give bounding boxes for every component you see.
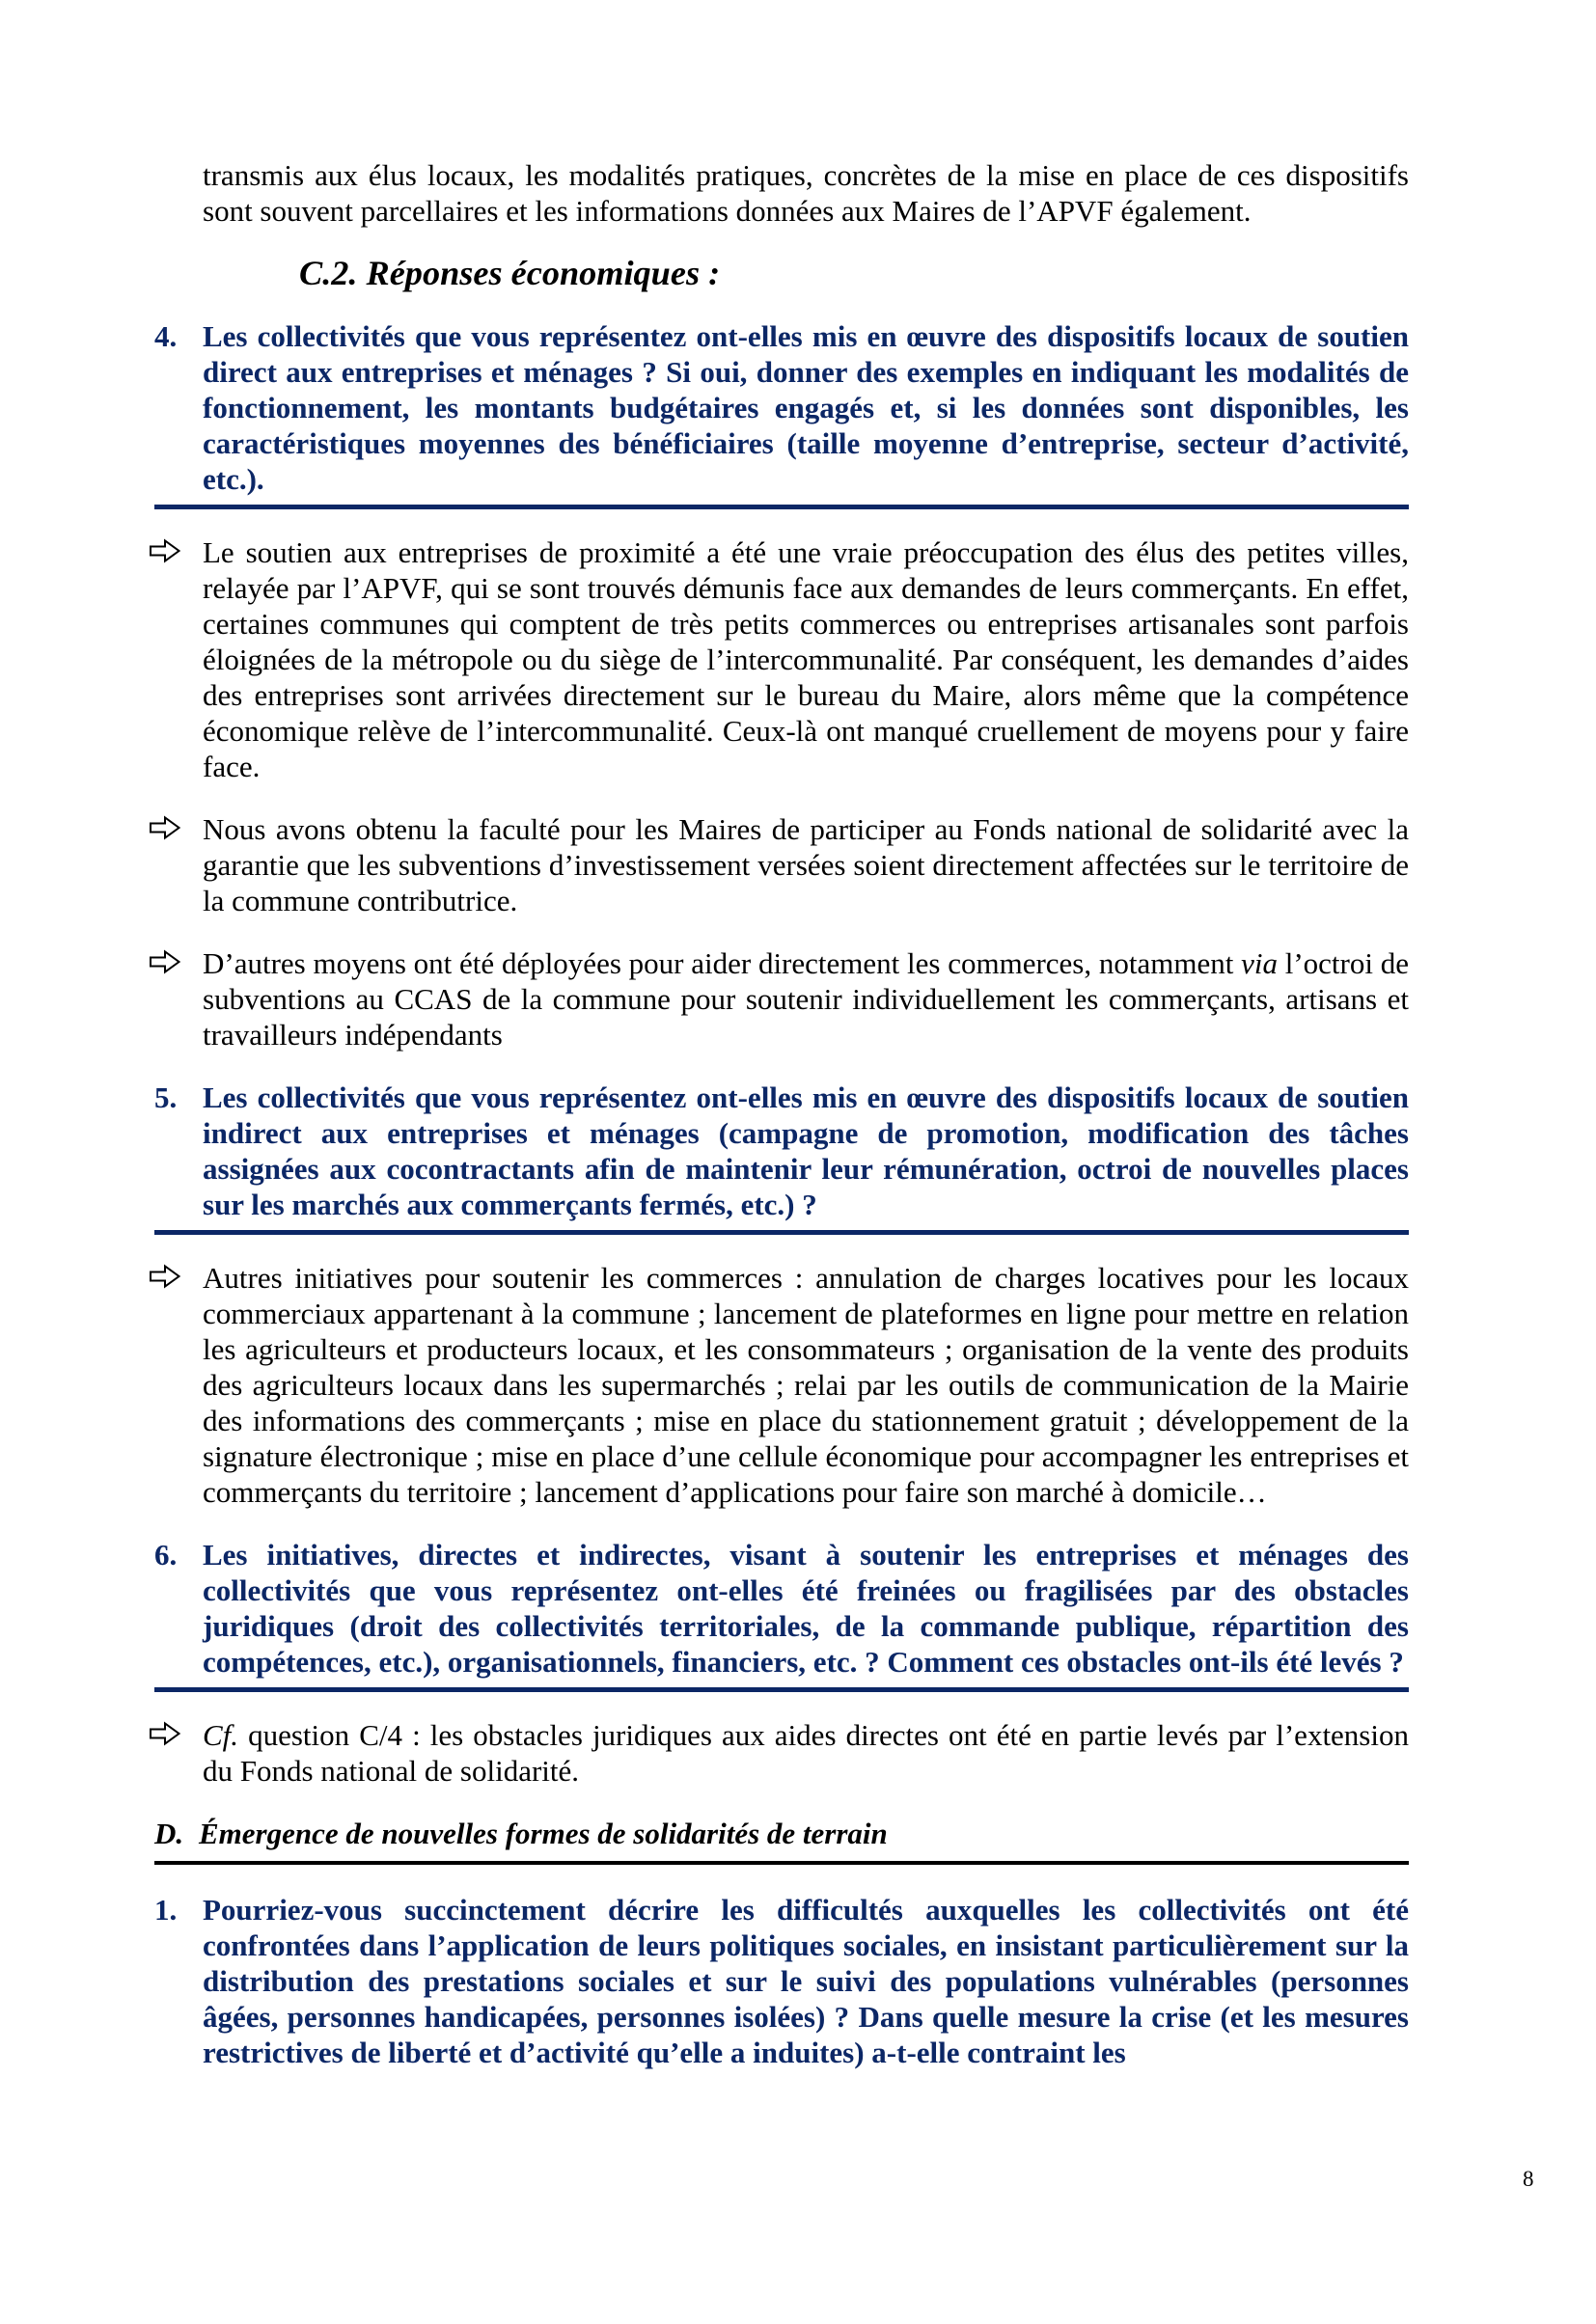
bullet-text-part-italic: Cf. xyxy=(203,1718,239,1752)
question-item-4 xyxy=(154,318,1409,497)
bullet-item xyxy=(154,945,1409,1053)
question-number: 5. xyxy=(154,1080,178,1114)
bullet-text-part-italic: via xyxy=(1241,946,1278,980)
section-d-heading xyxy=(154,1816,1409,1865)
bullet-text xyxy=(203,534,1409,784)
question-number: 6. xyxy=(154,1538,178,1572)
question-item-6 xyxy=(154,1537,1409,1680)
bullet-item xyxy=(154,534,1409,784)
bullet-text-part: Nous avons obtenu la faculté pour les Maires de participer au Fonds national de solidarité avec la garantie que les subventions d’investissement versées soient directement affectées sur le territoire de la commune contributrice. xyxy=(203,812,1409,917)
bullet-text xyxy=(203,1717,1409,1789)
question-number: 1. xyxy=(154,1893,178,1927)
bullet-text xyxy=(203,811,1409,918)
bullet-item xyxy=(154,1717,1409,1789)
right-arrow-bullet-icon xyxy=(154,534,203,563)
intro-paragraph: transmis aux élus locaux, les modalités pratiques, concrètes de la mise en place de ces dispositifs sont souvent parcellaires et les informations données aux Maires de l’APVF également. xyxy=(203,158,1409,228)
right-arrow-bullet-icon xyxy=(154,1717,203,1746)
page-content xyxy=(154,0,1409,2070)
question-underline-rule xyxy=(154,1230,1409,1235)
question-item-1 xyxy=(154,1892,1409,2070)
bullet-text-part: Autres initiatives pour soutenir les commerces : annulation de charges locatives pour les locaux commerciaux appartenant à la commune ; lancement de plateformes en ligne pour mettre en relation les agriculteurs et producteurs locaux, et les consommateurs ; organisation de la vente des produits des agriculteurs locaux dans les supermarchés ; relai par les outils de communication de la Mairie des informations des commerçants ; mise en place du stationnement gratuit ; développement de la signature électronique ; mise en place d’une cellule économique pour accompagner les entreprises et commerçants du territoire ; lancement d’applications pour faire son marché à domicile… xyxy=(203,1261,1409,1509)
right-arrow-bullet-icon xyxy=(154,1260,203,1289)
section-d-number: D. xyxy=(154,1817,184,1850)
right-arrow-bullet-icon xyxy=(154,811,203,840)
bullet-text-part: D’autres moyens ont été déployées pour aider directement les commerces, notamment xyxy=(203,946,1242,980)
section-c2-heading: C.2. Réponses économiques : xyxy=(299,254,721,292)
question-text: Les initiatives, directes et indirectes, visant à soutenir les entreprises et ménages des collectivités que vous représentez ont-elles été freinées ou fragilisées par des obstacles juridiques (droit des collectivités territoriales, de la commande publique, répartition des compétences, etc.), organisationnels, financiers, etc. ? Comment ces obstacles ont-ils été levés ? xyxy=(203,1538,1409,1679)
question-item-5 xyxy=(154,1080,1409,1222)
bullet-item xyxy=(154,811,1409,918)
page-number: 8 xyxy=(1523,2167,1534,2191)
bullet-text xyxy=(203,945,1409,1053)
bullet-text xyxy=(203,1260,1409,1510)
right-arrow-bullet-icon xyxy=(154,945,203,974)
question-underline-rule xyxy=(154,1687,1409,1692)
question-underline-rule xyxy=(154,505,1409,509)
bullet-item xyxy=(154,1260,1409,1510)
bullet-text-part: question C/4 : les obstacles juridiques aux aides directes ont été en partie levés par l’extension du Fonds national de solidarité. xyxy=(203,1718,1409,1788)
bullet-text-part: Le soutien aux entreprises de proximité a été une vraie préoccupation des élus des petites villes, relayée par l’APVF, qui se sont trouvés démunis face aux demandes de leurs commerçants. En effet, certaines communes qui comptent de très petits commerces ou entreprises artisanales sont parfois éloignées de la métropole ou du siège de l’intercommunalité. Par conséquent, les demandes d’aides des entreprises sont arrivées directement sur le bureau du Maire, alors même que la compétence économique relève de l’intercommunalité. Ceux-là ont manqué cruellement de moyens pour y faire face. xyxy=(203,535,1409,783)
bullet-text-part: l’octroi de subventions au CCAS de la commune pour soutenir individuellement les commerçants, artisans et travailleurs indépendants xyxy=(203,946,1409,1052)
question-number: 4. xyxy=(154,319,178,353)
question-text: Les collectivités que vous représentez ont-elles mis en œuvre des dispositifs locaux de soutien indirect aux entreprises et ménages (campagne de promotion, modification des tâches assignées aux cocontractants afin de maintenir leur rémunération, octroi de nouvelles places sur les marchés aux commerçants fermés, etc.) ? xyxy=(203,1080,1409,1221)
section-d-title: Émergence de nouvelles formes de solidarités de terrain xyxy=(199,1817,888,1850)
question-text: Les collectivités que vous représentez ont-elles mis en œuvre des dispositifs locaux de soutien direct aux entreprises et ménages ? Si oui, donner des exemples en indiquant les modalités de fonctionnement, les montants budgétaires engagés et, si les données sont disponibles, les caractéristiques moyennes des bénéficiaires (taille moyenne d’entreprise, secteur d’activité, etc.). xyxy=(203,319,1409,496)
question-text: Pourriez-vous succinctement décrire les difficultés auxquelles les collectivités ont été confrontées dans l’application de leurs politiques sociales, en insistant particulièrement sur la distribution des prestations sociales et sur le suivi des populations vulnérables (personnes âgées, personnes handicapées, personnes isolées) ? Dans quelle mesure la crise (et les mesures restrictives de liberté et d’activité qu’elle a induites) a-t-elle contraint les xyxy=(203,1893,1409,2069)
